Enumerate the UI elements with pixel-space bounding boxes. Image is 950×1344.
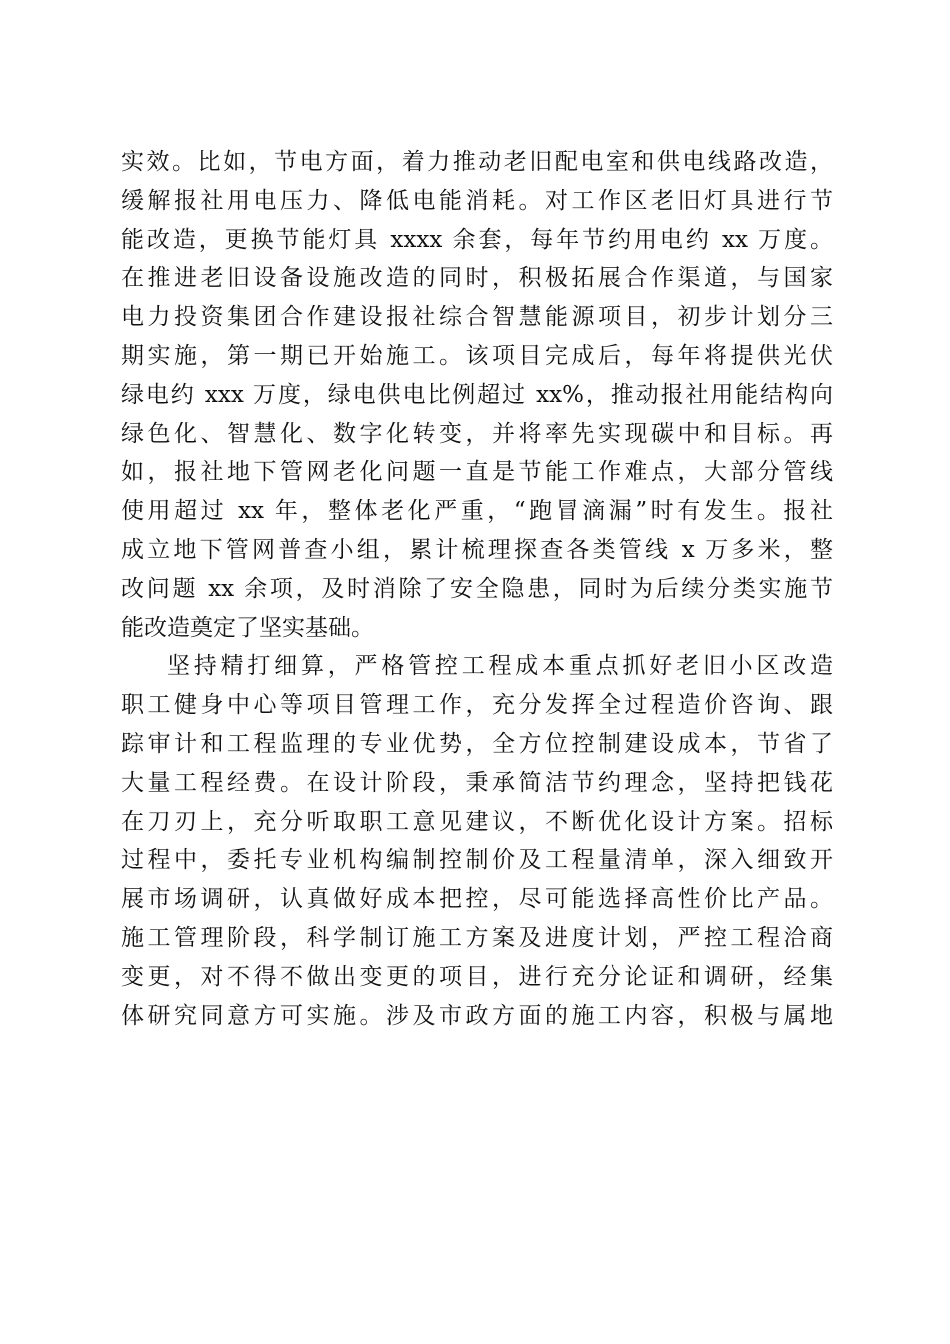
text-line: 能改造，更换节能灯具 xxxx 余套，每年节约用电约 xx 万度。 bbox=[121, 226, 833, 253]
text-line: 在推进老旧设备设施改造的同时，积极拓展合作渠道，与国家 bbox=[121, 265, 833, 292]
text-line: 期实施，第一期已开始施工。该项目完成后，每年将提供光伏 bbox=[121, 342, 833, 369]
text-line: 电力投资集团合作建设报社综合智慧能源项目，初步计划分三 bbox=[121, 304, 833, 331]
text-line: 过程中，委托专业机构编制控制价及工程量清单，深入细致开 bbox=[121, 847, 833, 874]
text-line: 展市场调研，认真做好成本把控，尽可能选择高性价比产品。 bbox=[121, 886, 833, 913]
text-line: 施工管理阶段，科学制订施工方案及进度计划，严控工程洽商 bbox=[121, 924, 833, 951]
text-line: 体研究同意方可实施。涉及市政方面的施工内容，积极与属地 bbox=[121, 1002, 833, 1029]
text-line: 实效。比如，节电方面，着力推动老旧配电室和供电线路改造， bbox=[121, 149, 833, 175]
text-line: 缓解报社用电压力、降低电能消耗。对工作区老旧灯具进行节 bbox=[121, 187, 833, 214]
body-text bbox=[121, 143, 833, 1035]
paragraph-start-line: 坚持精打细算，严格管控工程成本重点抓好老旧小区改造 bbox=[167, 653, 833, 680]
text-line: 在刀刃上，充分听取职工意见建议，不断优化设计方案。招标 bbox=[121, 808, 833, 835]
text-line: 变更，对不得不做出变更的项目，进行充分论证和调研，经集 bbox=[121, 963, 833, 990]
text-line: 使用超过 xx 年，整体老化严重，“跑冒滴漏”时有发生。报社 bbox=[121, 498, 833, 525]
text-line: 职工健身中心等项目管理工作，充分发挥全过程造价咨询、跟 bbox=[121, 692, 833, 719]
text-line: 踪审计和工程监理的专业优势，全方位控制建设成本，节省了 bbox=[121, 730, 833, 757]
text-line: 大量工程经费。在设计阶段，秉承简洁节约理念，坚持把钱花 bbox=[121, 769, 833, 796]
text-line: 绿电约 xxx 万度，绿电供电比例超过 xx%，推动报社用能结构向 bbox=[121, 381, 833, 408]
paragraph-end-line: 能改造奠定了坚实基础。 bbox=[121, 614, 374, 641]
text-line: 绿色化、智慧化、数字化转变，并将率先实现碳中和目标。再 bbox=[121, 420, 833, 447]
text-line: 如，报社地下管网老化问题一直是节能工作难点，大部分管线 bbox=[121, 459, 833, 486]
text-line: 成立地下管网普查小组，累计梳理探查各类管线 x 万多米，整 bbox=[121, 536, 833, 563]
text-line: 改问题 xx 余项，及时消除了安全隐患，同时为后续分类实施节 bbox=[121, 575, 833, 602]
